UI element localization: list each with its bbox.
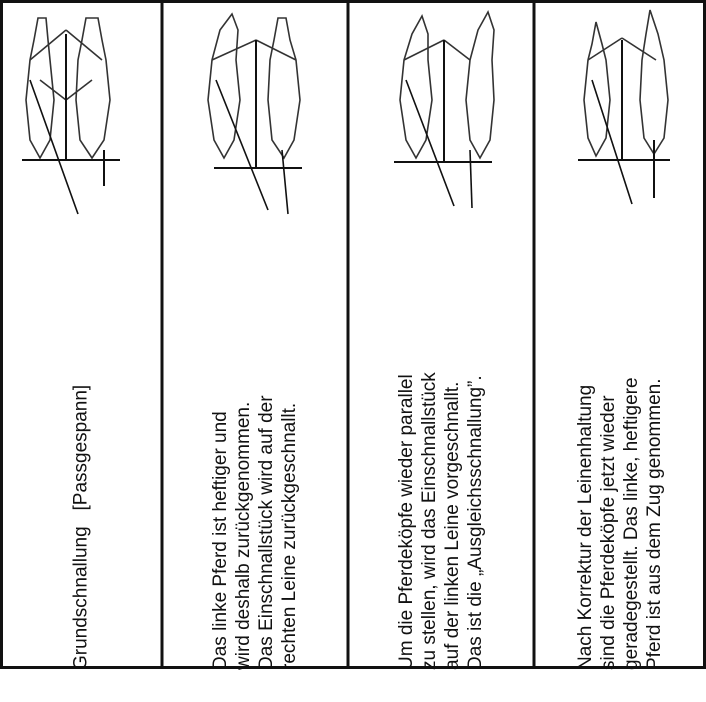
caption-panel-4: Nach Korrektur der Leinenhaltung sind die Pferdeköpfe jetzt wieder geradegestellt. Das linke, heftigere Pferd ist aus dem Zug genommen.	[575, 377, 665, 670]
panel-zurueckgeschnallt	[162, 0, 348, 668]
caption-panel-1: Grundschnallung [Passgespann]	[70, 384, 92, 670]
left-rein	[216, 80, 268, 210]
right-rein	[282, 150, 288, 214]
panel-ausgleichsschnallung	[348, 0, 534, 668]
caption-panel-2: Das linke Pferd ist heftiger und wird deshalb zurückgenommen. Das Einschnallstück wird auf der rechten Leine zurückgeschnallt.	[210, 395, 300, 670]
left-rein	[592, 80, 632, 204]
horse-pair-sketch	[0, 0, 162, 260]
horse-pair-sketch	[162, 0, 348, 260]
right-horse-icon	[268, 18, 300, 158]
horse-pair-sketch	[534, 0, 706, 260]
right-rein	[470, 150, 472, 208]
caption-panel-3: Um die Pferdeköpfe wieder parallel zu stellen, wird das Einschnallstück auf der linken Leine vorgeschnallt. Das ist die „Ausgleichsschnallung”.	[396, 372, 486, 670]
left-rein	[406, 80, 454, 206]
right-horse-icon	[466, 12, 494, 158]
left-horse-icon	[584, 22, 610, 156]
right-horse-icon	[640, 10, 668, 154]
left-horse-icon	[208, 14, 240, 158]
horse-pair-sketch	[348, 0, 534, 260]
panel-grundschnallung	[0, 0, 162, 668]
panel-korrektur	[534, 0, 706, 668]
